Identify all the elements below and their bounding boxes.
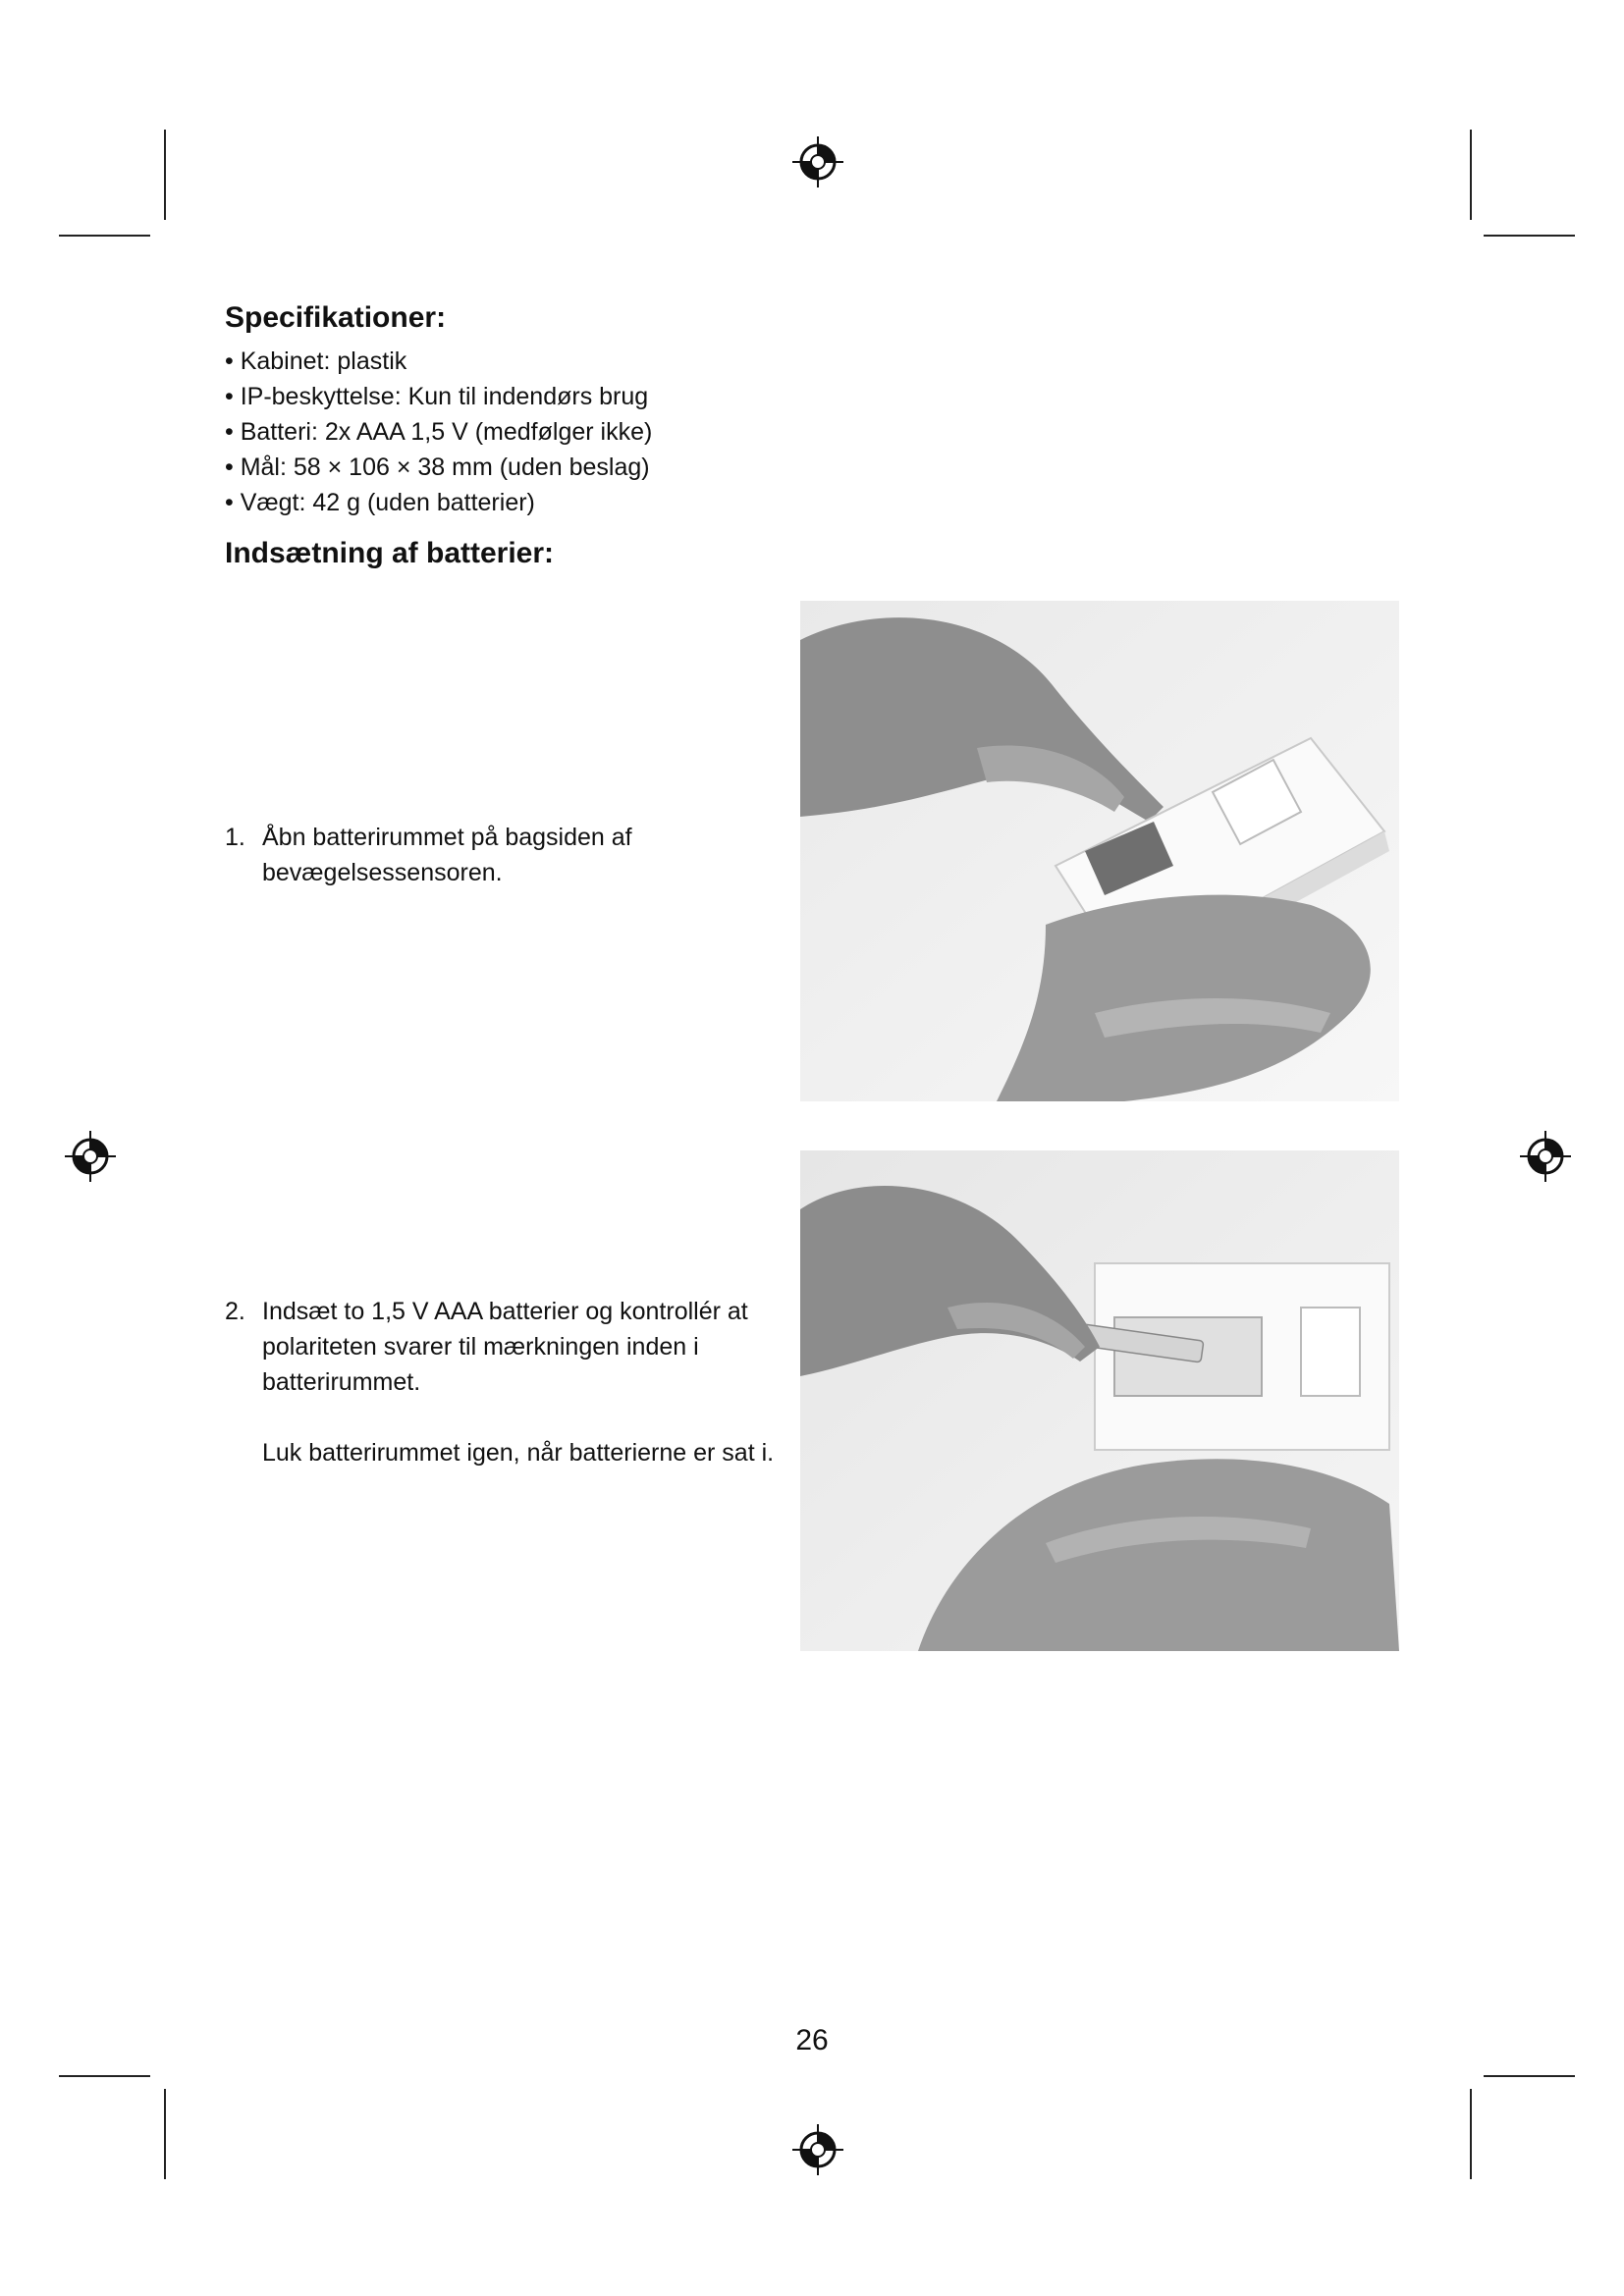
crop-mark-bottom-left-h bbox=[59, 2075, 150, 2077]
step-2 bbox=[225, 1294, 775, 1470]
spec-item-dimensions: • Mål: 58 × 106 × 38 mm (uden beslag) bbox=[225, 454, 650, 481]
specs-list bbox=[225, 344, 652, 520]
step-2-note: Luk batterirummet igen, når batterierne er sat i. bbox=[262, 1439, 775, 1467]
batteries-heading: Indsætning af batterier: bbox=[225, 537, 555, 569]
crop-mark-top-left-h bbox=[59, 235, 150, 237]
step-2-text: Indsæt to 1,5 V AAA batterier og kontrollér at polariteten svarer til mærkningen inden i batterirummet. bbox=[262, 1298, 748, 1396]
crop-mark-top-right-h bbox=[1484, 235, 1575, 237]
registration-mark-top-icon bbox=[790, 134, 845, 189]
step-2-number: 2. bbox=[225, 1298, 245, 1325]
step-1-number: 1. bbox=[225, 824, 245, 851]
spec-item-ip-protection: • IP-beskyttelse: Kun til indendørs brug bbox=[225, 383, 649, 410]
page-number: 26 bbox=[795, 2024, 829, 2056]
registration-mark-bottom-icon bbox=[790, 2122, 845, 2177]
spec-item-cabinet: • Kabinet: plastik bbox=[225, 347, 407, 375]
crop-mark-top-right-v bbox=[1470, 130, 1472, 220]
step-1-text: Åbn batterirummet på bagsiden af bevægelsessensoren. bbox=[262, 824, 632, 886]
registration-mark-left-icon bbox=[63, 1129, 118, 1184]
spec-item-battery: • Batteri: 2x AAA 1,5 V (medfølger ikke) bbox=[225, 418, 653, 446]
crop-mark-bottom-right-v bbox=[1470, 2089, 1472, 2179]
photo-open-battery-compartment bbox=[800, 601, 1399, 1101]
crop-mark-top-left-v bbox=[164, 130, 166, 220]
step-1 bbox=[225, 820, 775, 890]
spec-item-weight: • Vægt: 42 g (uden batterier) bbox=[225, 489, 535, 516]
crop-mark-bottom-right-h bbox=[1484, 2075, 1575, 2077]
registration-mark-right-icon bbox=[1518, 1129, 1573, 1184]
crop-mark-bottom-left-v bbox=[164, 2089, 166, 2179]
specs-heading: Specifikationer: bbox=[225, 301, 447, 334]
photo-insert-batteries bbox=[800, 1150, 1399, 1651]
